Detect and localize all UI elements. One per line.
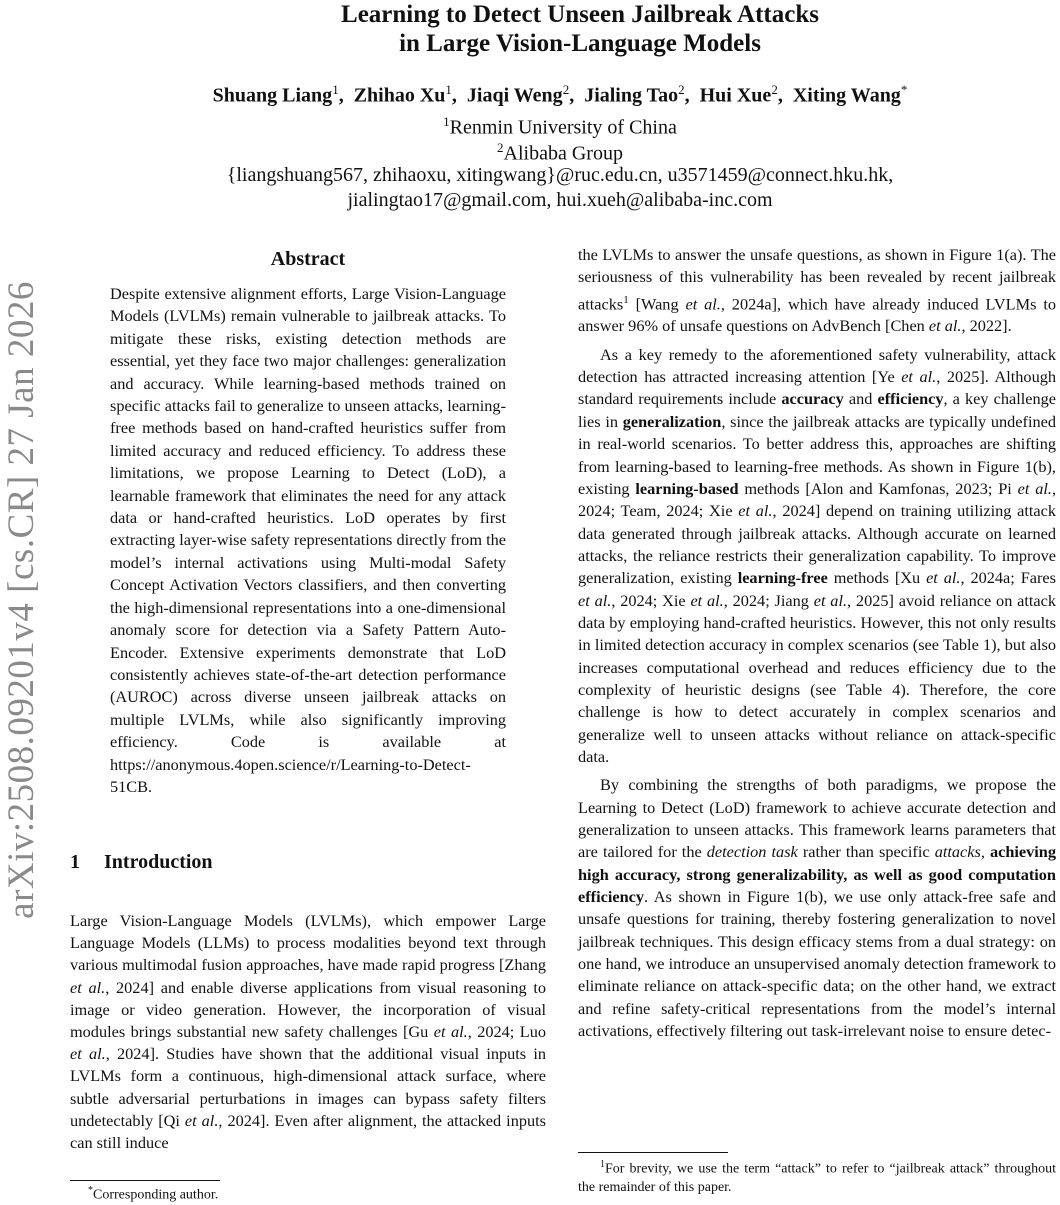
author-name: Jiaqi Weng bbox=[466, 84, 563, 107]
text-run: , 2024; Jiang bbox=[723, 590, 814, 610]
abstract-text: Despite extensive alignment efforts, Large Vision-Language Models (LVLMs) remain vulnerable to jailbreak attacks. To mitigate these risks, existing detection methods are essential, yet they face two major challenges: generalization and accuracy. While learning-based methods trained on specific attacks fail to generalize to unseen attacks, learning-free methods based on hand-crafted heuristics suffer from limited accuracy and reduced efficiency. To address these limitations, we propose Learning to Detect (LoD), a learnable framework that eliminates the need for any attack data or hand-crafted heuristics. LoD operates by first extracting layer-wise safety representations directly from the model’s internal activations using Multi-modal Safety Concept Activation Vectors classifiers, and then converting the high-dimensional representations into a one-dimensional anomaly score for detection via a Safety Pattern Auto-Encoder. Extensive experiments demonstrate that LoD consistently achieves state-of-the-art detection performance (AUROC) across diverse unseen jailbreak attacks on multiple LVLMs, while also significantly improving efficiency. Code is available at https://anonymous.4open.science/r/Learning-to-Detect-51CB. bbox=[110, 284, 506, 796]
section-heading-introduction bbox=[70, 849, 546, 875]
text-run: rather than specific bbox=[797, 842, 935, 862]
right-paragraph-1 bbox=[578, 244, 1056, 338]
bold-term: accuracy bbox=[781, 389, 844, 409]
author-name: Zhihao Xu bbox=[353, 84, 446, 107]
text-run: By combining the strengths of both paradigms, we propose the Learning to Detect (LoD) framework to achieve accurate detection and generalization to unseen attacks. This framework learns parameters that are tailored for the bbox=[578, 775, 1056, 862]
text-run: the LVLMs to answer the unsafe questions, as shown in Figure 1(a). The seriousness of this vulnerability has been revealed by recent jailbreak attacks bbox=[578, 245, 1056, 314]
text-run: , 2024; Team, 2024; Xie bbox=[578, 478, 1057, 521]
citation-etal: et al. bbox=[813, 590, 848, 610]
citation-etal: et al. bbox=[738, 501, 773, 521]
text-run: . As shown in Figure 1(b), we use only attack-free safe and unsafe questions for training, thereby fostering generalization to novel jailbreak techniques. This design efficacy stems from a dual strategy: on one hand, we introduce an unsupervised anomaly detection framework to eliminate reliance on attack-specific data; on the other hand, we extract and refine safety-critical representations from the model’s internal activations, effectively filtering out task-irrelevant noise to ensure detec- bbox=[578, 887, 1056, 1041]
bold-term: generalization bbox=[622, 411, 722, 431]
footnote-text: Corresponding author. bbox=[93, 1187, 219, 1203]
text-run: , 2024] and enable diverse applications from visual reasoning to image or video generation. However, the incorporation of visual modules brings substantial new safety challenges [Gu bbox=[70, 977, 546, 1042]
citation-etal: et al. bbox=[1017, 478, 1052, 498]
title-line-2: in Large Vision-Language Models bbox=[399, 30, 761, 57]
text-run: , 2025] avoid reliance on attack data by employing hand-crafted heuristics. However, this not only results in limited detection accuracy in complex scenarios (see Table 1), but also increases computational overhead and reduces efficiency due to the complexity of heuristic designs (see Table 4). Therefore, the core challenge is how to detect accurately in complex scenarios and generalize well to unseen attacks without reliance on attack-specific data. bbox=[578, 590, 1057, 766]
text-run: , 2022]. bbox=[961, 316, 1012, 336]
text-run: , 2024; Xie bbox=[611, 590, 691, 610]
bold-term: learning-based bbox=[635, 478, 739, 498]
section-title: Introduction bbox=[104, 851, 213, 873]
citation-etal: et al. bbox=[70, 977, 106, 997]
text-run: , 2024; Luo bbox=[467, 1022, 546, 1042]
affiliation-mark: 2 bbox=[497, 140, 504, 155]
footnote-text: For brevity, we use the term “attack” to refer to “jailbreak attack” throughout the remainder of this paper. bbox=[578, 1161, 1056, 1195]
text-run: methods [Alon and Kamfonas, 2023; Pi bbox=[738, 478, 1018, 498]
text-run: [Wang bbox=[628, 294, 686, 314]
footnote-mark: * bbox=[88, 1185, 93, 1196]
text-run: , 2024]. Studies have shown that the additional visual inputs in LVLMs form a continuous, high-dimensional attack surface, where subtle adversarial perturbations in images can bypass safety filters undetectably [Qi bbox=[70, 1044, 547, 1130]
author-emails-line-2: jialingtao17@gmail.com, hui.xueh@alibaba-inc.com bbox=[347, 189, 773, 211]
right-paragraph-2 bbox=[578, 344, 1056, 769]
citation-etal: et al. bbox=[433, 1022, 468, 1042]
right-column bbox=[578, 244, 1056, 1048]
author-name: Shuang Liang bbox=[212, 84, 333, 107]
introduction-paragraph-1 bbox=[70, 910, 546, 1154]
text-run: , 2024a], which have already induced LVLMs to answer 96% of unsafe questions on AdvBench [Chen bbox=[578, 294, 1056, 336]
text-run: Large Vision-Language Models (LVLMs), which empower Large Language Models (LLMs) to process modalities beyond text through various multimodal fusion approaches, have made rapid progress [Zhang bbox=[70, 911, 546, 975]
author-name: Xiting Wang bbox=[792, 84, 901, 107]
text-run: methods [Xu bbox=[827, 568, 927, 588]
title-line-1: Learning to Detect Unseen Jailbreak Attacks bbox=[341, 1, 819, 28]
citation-etal: et al. bbox=[184, 1110, 219, 1130]
text-run: , a key challenge lies in bbox=[578, 389, 1056, 431]
italic-term: detection task bbox=[706, 842, 798, 862]
text-run: As a key remedy to the aforementioned safety vulnerability, attack detection has attracted increasing attention [Ye bbox=[578, 344, 1056, 387]
citation-etal: et al. bbox=[901, 367, 937, 387]
citation-etal: et al. bbox=[685, 294, 721, 314]
author-list: Shuang Liang$^1$, Zhihao Xu$^1$, Jiaqi Weng$^2$, Jialing Tao$^2$, Hui Xue$^2$, Xiting Wang* bbox=[212, 82, 908, 107]
text-run: and bbox=[843, 389, 878, 409]
text-run: , 2024] depend on training utilizing attack data generated through jailbreak attacks. Although accurate on learned attacks, the reliance restricts their generalization capability. To improve generalization, existing bbox=[578, 501, 1056, 588]
affiliation-name: Renmin University of China bbox=[449, 116, 677, 139]
footnote-attack-term bbox=[578, 1156, 1056, 1197]
abstract-heading: Abstract bbox=[270, 248, 346, 270]
paper-title bbox=[120, 0, 1040, 58]
bold-term: achieving high accuracy, strong generalizability, as well as good computation efficiency bbox=[578, 842, 1057, 907]
arxiv-margin-identifier: arXiv:2508.09201v4 [cs.CR] 27 Jan 2026 bbox=[1, 281, 42, 919]
author-mark: 2 bbox=[678, 82, 685, 97]
text-run: , 2025]. Although standard requirements include bbox=[578, 367, 1056, 409]
author-mark: * bbox=[900, 82, 908, 97]
author-mark: 2 bbox=[562, 82, 570, 97]
footnote-rule-right bbox=[578, 1152, 728, 1153]
footnote-corresponding-author bbox=[88, 1182, 528, 1205]
italic-term: attacks bbox=[934, 842, 981, 862]
citation-etal: et al. bbox=[928, 316, 962, 336]
right-paragraph-3 bbox=[578, 774, 1056, 1042]
author-mark: 1 bbox=[332, 82, 339, 97]
footnote-mark: 1 bbox=[623, 293, 629, 306]
footnote-mark: 1 bbox=[600, 1159, 605, 1170]
text-run: , since the jailbreak attacks are typically undefined in real-world scenarios. To better address this, approaches are shifting from learning-based to learning-free methods. As shown in Figure 1(b), existing bbox=[578, 411, 1056, 498]
affiliation-mark: 1 bbox=[443, 114, 450, 129]
citation-etal: et al. bbox=[690, 590, 724, 610]
citation-etal: et al. bbox=[926, 568, 961, 588]
citation-etal: et al. bbox=[70, 1044, 106, 1064]
author-name: Hui Xue bbox=[699, 84, 772, 107]
bold-term: learning-free bbox=[737, 568, 828, 588]
section-number: 1 bbox=[70, 851, 80, 873]
bold-term: efficiency bbox=[877, 389, 944, 409]
author-emails-line-1: {liangshuang567, zhihaoxu, xitingwang}@ruc.edu.cn, u3571459@connect.hku.hk, bbox=[226, 164, 894, 186]
text-run: , 2024a; Fares bbox=[960, 568, 1056, 588]
author-mark: 1 bbox=[445, 82, 452, 97]
footnote-rule-left bbox=[70, 1180, 220, 1181]
text-run: , 2024]. Even after alignment, the attacked inputs can still induce bbox=[70, 1110, 546, 1153]
affiliation-name: Alibaba Group bbox=[503, 142, 623, 165]
citation-etal: et al. bbox=[578, 590, 612, 610]
author-name: Jialing Tao bbox=[584, 84, 679, 107]
author-mark: 2 bbox=[771, 82, 778, 97]
text-run: , bbox=[980, 842, 990, 862]
